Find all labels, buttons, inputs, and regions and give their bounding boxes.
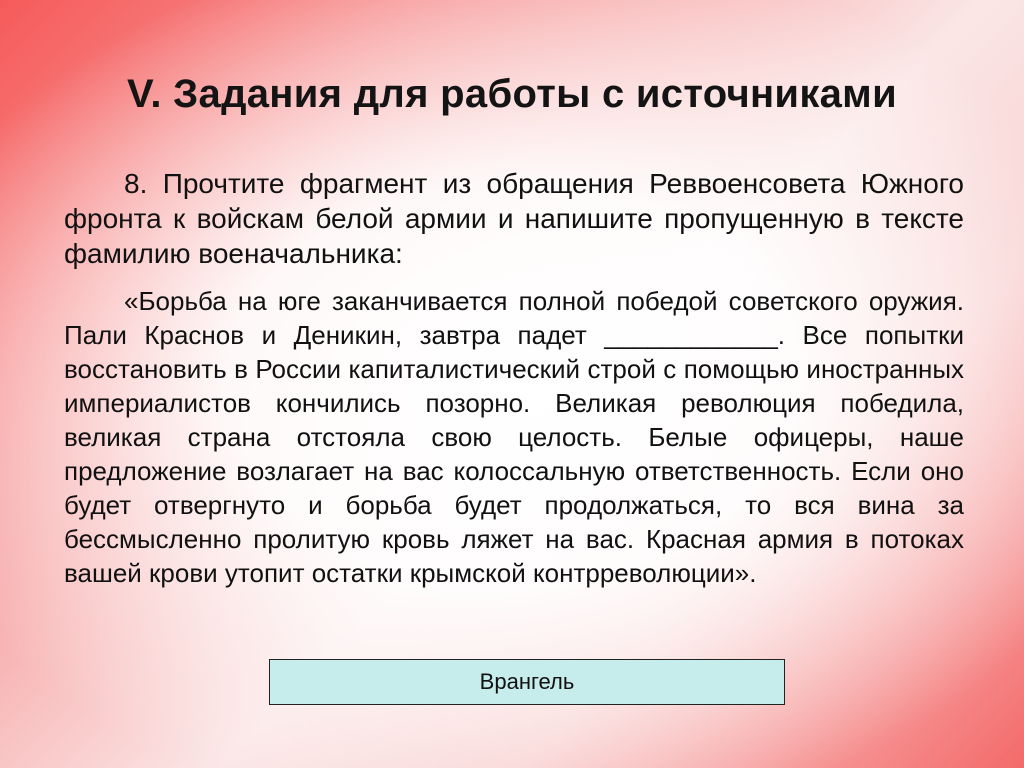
source-quote: «Борьба на юге заканчивается полной победой советского оружия. Пали Краснов и Деникин, завтра падет ____________. Все попытки восстановить в России капиталистический строй с помощью иностранных империалистов кончились позорно. Великая революция победила, великая страна отстояла свою целость. Белые офицеры, наше предложение возлагает на вас колоссальную ответственность. Если оно будет отвергнуто и борьба будет продолжаться, то вся вина за бессмысленно пролитую кровь ляжет на вас. Красная армия в потоках вашей крови утопит остатки крымской контрреволюции».	[64, 286, 964, 588]
slide-title: V. Задания для работы с источниками	[127, 72, 897, 116]
task-text: 8. Прочтите фрагмент из обращения Реввоенсовета Южного фронта к войскам белой армии и напишите пропущенную в тексте фамилию военачальника:	[64, 168, 964, 269]
answer-button[interactable]: Врангель	[269, 659, 785, 705]
